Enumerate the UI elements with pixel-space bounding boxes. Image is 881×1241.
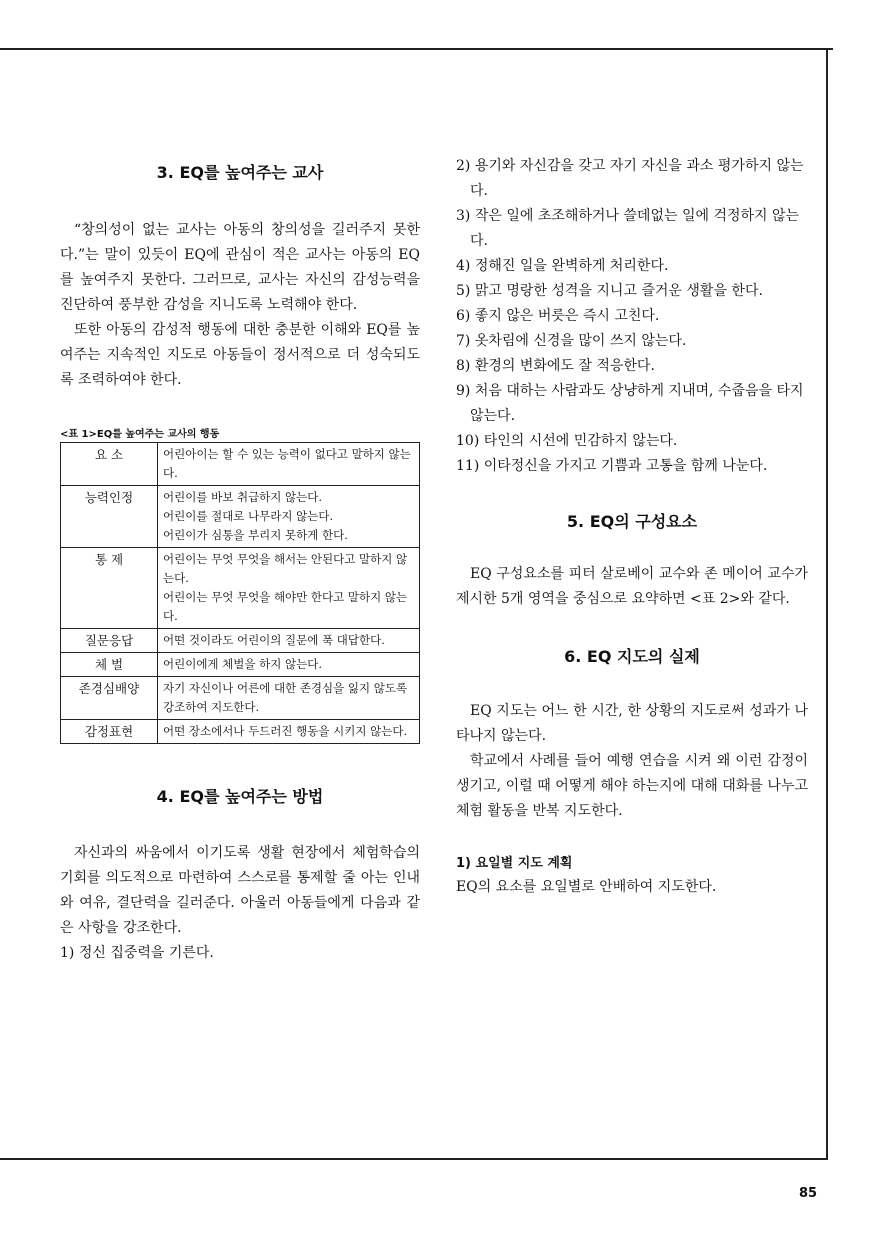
top-border-rule bbox=[0, 48, 833, 50]
table-cell-line: 어린이는 무엇 무엇을 해서는 안된다고 말하지 않는다. bbox=[163, 552, 408, 585]
section-4-paragraph: 자신과의 싸움에서 이기도록 생활 현장에서 체험학습의 기회를 의도적으로 마련하여 스스로를 통제할 줄 아는 인내와 여유, 결단력을 길러준다. 아울러 아동들에게 다음과 같은 사항을 강조한다. bbox=[60, 845, 420, 936]
table-row bbox=[61, 653, 420, 677]
eq-guidance-list bbox=[456, 154, 808, 479]
bottom-border-rule bbox=[0, 1158, 828, 1160]
left-column bbox=[60, 150, 420, 966]
table-cell-line: 어린이는 무엇 무엇을 해야만 한다고 말하지 않는다. bbox=[163, 590, 408, 623]
section-4-heading: 4. EQ를 높여주는 방법 bbox=[156, 787, 324, 806]
list-item: 4) 정해진 일을 완벽하게 처리한다. bbox=[456, 258, 669, 274]
table-1-caption: <표 1>EQ를 높여주는 교사의 행동 bbox=[60, 429, 220, 440]
section-3-heading: 3. EQ를 높여주는 교사 bbox=[156, 163, 324, 182]
teacher-behavior-table bbox=[60, 442, 420, 744]
table-description-cell bbox=[158, 548, 420, 629]
section-6-heading: 6. EQ 지도의 실제 bbox=[564, 647, 700, 666]
list-item: 2) 용기와 자신감을 갖고 자기 자신을 과소 평가하지 않는다. bbox=[456, 158, 804, 199]
section-6-sub-paragraph: EQ의 요소를 요일별로 안배하여 지도한다. bbox=[456, 879, 717, 895]
table-description-cell bbox=[158, 720, 420, 744]
table-category-cell: 질문응답 bbox=[61, 629, 158, 653]
list-item: 8) 환경의 변화에도 잘 적응한다. bbox=[456, 358, 655, 374]
section-6-paragraph-2: 학교에서 사례를 들어 예행 연습을 시켜 왜 이런 감정이 생기고, 이럴 때 어떻게 해야 하는지에 대해 대화를 나누고 체험 활동을 반복 지도한다. bbox=[456, 753, 808, 819]
table-cell-line: 어떤 것이라도 어린이의 질문에 푹 대답한다. bbox=[163, 633, 385, 647]
table-row bbox=[61, 443, 420, 486]
section-5-heading: 5. EQ의 구성요소 bbox=[566, 512, 698, 531]
section-4-item-1: 1) 정신 집중력을 기른다. bbox=[60, 945, 214, 961]
list-item: 10) 타인의 시선에 민감하지 않는다. bbox=[456, 433, 678, 449]
section-6-subheading: 1) 요일별 지도 계획 bbox=[456, 856, 573, 871]
table-description-cell bbox=[158, 629, 420, 653]
table-row bbox=[61, 548, 420, 629]
table-cell-line: 어린아이는 할 수 있는 능력이 없다고 말하지 않는다. bbox=[163, 447, 411, 480]
section-3-paragraph-1: “창의성이 없는 교사는 아동의 창의성을 길러주지 못한다.”는 말이 있듯이 EQ에 관심이 적은 교사는 아동의 EQ를 높여주지 못한다. 그러므로, 교사는 자신의 감성능력을 진단하여 풍부한 감성을 지니도록 노력해야 한다. bbox=[60, 222, 420, 313]
section-5-paragraph: EQ 구성요소를 피터 살로베이 교수와 존 메이어 교수가 제시한 5개 영역을 중심으로 요약하면 <표 2>와 같다. bbox=[456, 566, 808, 607]
table-category-cell: 존경심배양 bbox=[61, 677, 158, 720]
table-category-cell: 통 제 bbox=[61, 548, 158, 629]
list-item: 7) 옷차림에 신경을 많이 쓰지 않는다. bbox=[456, 333, 687, 349]
list-item: 9) 처음 대하는 사람과도 상냥하게 지내며, 수줍음을 타지 않는다. bbox=[456, 383, 804, 424]
table-row bbox=[61, 677, 420, 720]
table-description-cell bbox=[158, 443, 420, 486]
section-6-paragraph-1: EQ 지도는 어느 한 시간, 한 상황의 지도로써 성과가 나타나지 않는다. bbox=[456, 703, 808, 744]
list-item: 11) 이타정신을 가지고 기쁨과 고통을 함께 나눈다. bbox=[456, 458, 768, 474]
table-cell-line: 어린이를 바보 취급하지 않는다. bbox=[163, 490, 323, 504]
list-item: 3) 작은 일에 초조해하거나 쓸데없는 일에 걱정하지 않는다. bbox=[456, 208, 800, 249]
table-cell-line: 어린이에게 체벌을 하지 않는다. bbox=[163, 657, 323, 671]
page-number: 85 bbox=[799, 1186, 818, 1201]
table-category-cell: 체 벌 bbox=[61, 653, 158, 677]
table-cell-line: 자기 자신이나 어른에 대한 존경심을 잃지 않도록 강조하여 지도한다. bbox=[163, 681, 408, 714]
table-row bbox=[61, 629, 420, 653]
table-category-cell: 요 소 bbox=[61, 443, 158, 486]
table-category-cell: 감정표현 bbox=[61, 720, 158, 744]
list-item: 5) 맑고 명랑한 성격을 지니고 즐거운 생활을 한다. bbox=[456, 283, 763, 299]
table-description-cell bbox=[158, 677, 420, 720]
right-border-rule bbox=[826, 48, 828, 1160]
table-cell-line: 어린이를 절대로 나무라지 않는다. bbox=[163, 509, 334, 523]
list-item: 6) 좋지 않은 버릇은 즉시 고친다. bbox=[456, 308, 660, 324]
table-row bbox=[61, 486, 420, 548]
right-column bbox=[456, 154, 808, 900]
table-description-cell bbox=[158, 653, 420, 677]
table-cell-line: 어떤 장소에서나 두드러진 행동을 시키지 않는다. bbox=[163, 724, 408, 738]
table-row bbox=[61, 720, 420, 744]
section-3-paragraph-2: 또한 아동의 감성적 행동에 대한 충분한 이해와 EQ를 높여주는 지속적인 지도로 아동들이 정서적으로 더 성숙되도록 조력하여야 한다. bbox=[60, 322, 420, 388]
table-cell-line: 어린이가 심통을 부리지 못하게 한다. bbox=[163, 528, 348, 542]
table-description-cell bbox=[158, 486, 420, 548]
table-category-cell: 능력인정 bbox=[61, 486, 158, 548]
